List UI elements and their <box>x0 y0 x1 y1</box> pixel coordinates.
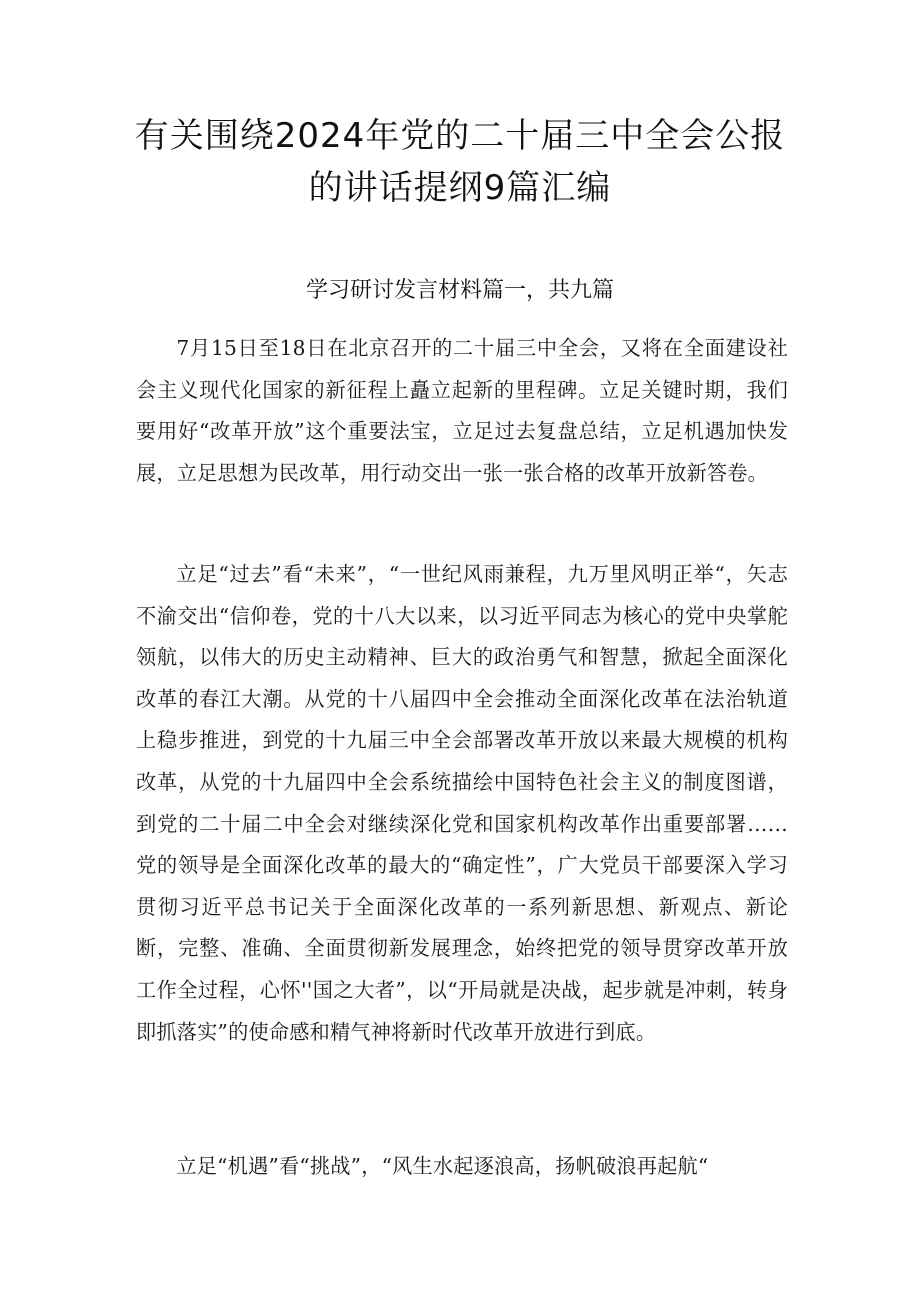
document-title-line-1: 有关围绕2024年党的二十届三中全会公报 <box>134 116 786 156</box>
document-title <box>100 110 820 214</box>
body-paragraph-1: 7月15日至18日在北京召开的二十届三中全会，又将在全面建设社会主义现代化国家的新征程上矗立起新的里程碑。立足关键时期，我们要用好“改革开放”这个重要法宝，立足过去复盘总结，立足机遇加快发展，立足思想为民改革，用行动交出一张一张合格的改革开放新答卷。 <box>136 336 788 485</box>
body-paragraph-2: 立足“过去”看“未来”，“一世纪风雨兼程，九万里风明正举“，矢志不渝交出“信仰卷，党的十八大以来，以习近平同志为核心的党中央掌舵领航，以伟大的历史主动精神、巨大的政治勇气和智慧，掀起全面深化改革的春江大潮。从党的十八届四中全会推动全面深化改革在法治轨道上稳步推进，到党的十九届三中全会部署改革开放以来最大规模的机构改革，从党的十九届四中全会系统描绘中国特色社会主义的制度图谱，到党的二十届二中全会对继续深化党和国家机构改革作出重要部署……党的领导是全面深化改革的最大的“确定性”，广大党员干部要深入学习贯彻习近平总书记关于全面深化改革的一系列新思想、新观点、新论断，完整、准确、全面贯彻新发展理念，始终把党的领导贯穿改革开放工作全过程，心怀''国之大者”，以“开局就是决战，起步就是冲刺，转身即抓落实”的使命感和精气神将新时代改革开放进行到底。 <box>136 562 788 1044</box>
body-paragraph-3: 立足“机遇”看“挑战”，“风生水起逐浪高，扬帆破浪再起航“ <box>176 1154 709 1178</box>
document-title-line-2: 的讲话提纲9篇汇编 <box>308 168 612 208</box>
section-heading: 学习研讨发言材料篇一，共九篇 <box>305 278 614 303</box>
